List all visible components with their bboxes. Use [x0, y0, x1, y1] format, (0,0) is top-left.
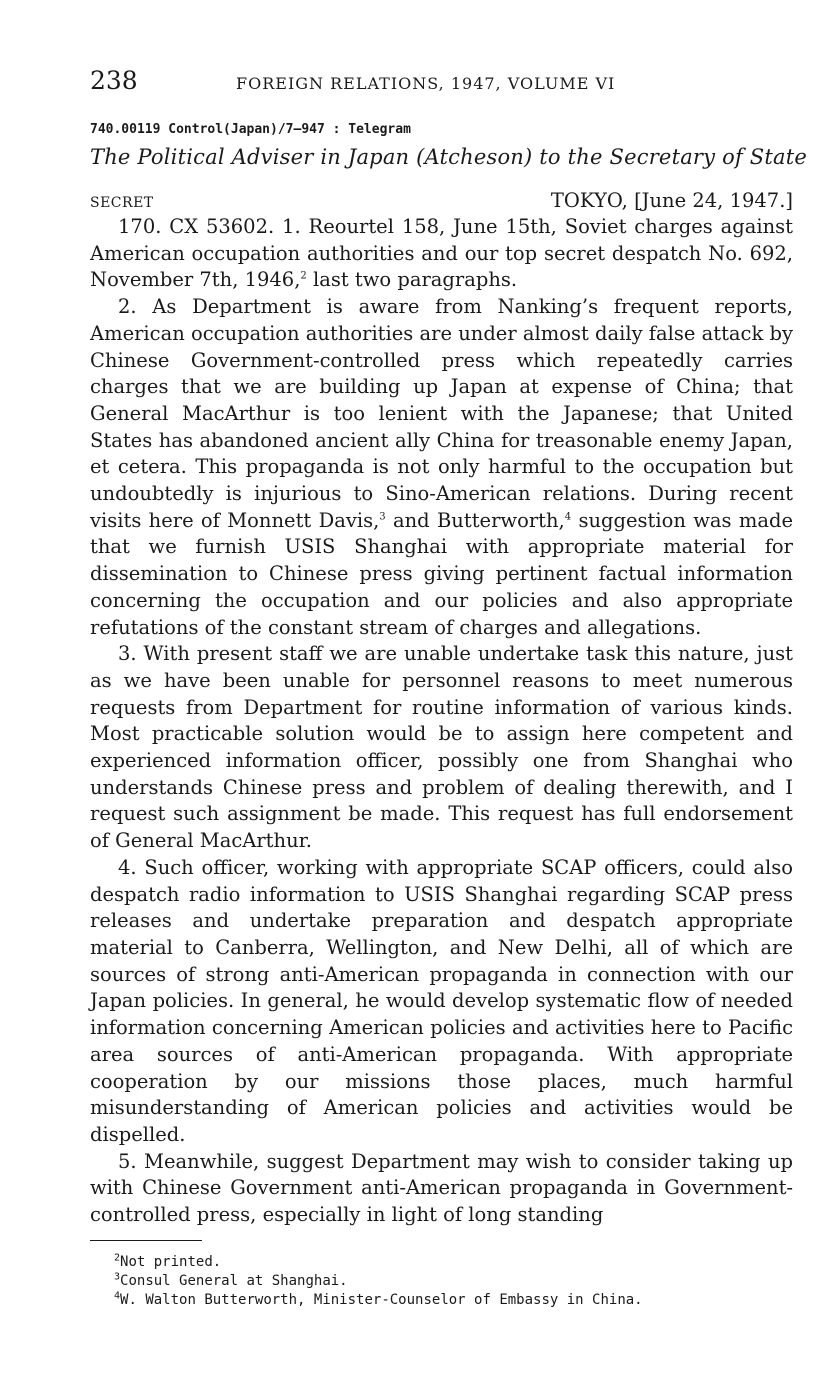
classification-label: SECRET — [90, 195, 154, 211]
footnote-mark: 4 — [114, 1290, 121, 1302]
paragraph-1 — [90, 214, 793, 294]
paragraph-text: 5. Meanwhile, suggest Department may wish to consider taking up with Chinese Government anti-American propaganda in Government-controlled press, especially in light of long standing — [90, 1149, 793, 1227]
paragraph-text: last two paragraphs. — [306, 268, 518, 292]
footnote — [90, 1253, 793, 1272]
footnote-text: Not printed. — [120, 1253, 222, 1270]
footnote-text: Consul General at Shanghai. — [120, 1272, 348, 1289]
footnote-reference: 3 — [379, 511, 386, 523]
dateline — [90, 189, 793, 212]
paragraph-2 — [90, 294, 793, 641]
page-header — [90, 66, 793, 106]
footnote-mark: 2 — [114, 1252, 121, 1264]
paragraph-5 — [90, 1149, 793, 1229]
paragraph-text: 4. Such officer, working with appropriate SCAP officers, could also despatch radio information to USIS Shanghai regarding SCAP press releases and undertake preparation and despatch appropriate material to Canberra, Wellington, and New Delhi, all of which are sources of strong anti-American propaganda in connection with our Japan policies. In general, he would develop systematic flow of needed information concerning American policies and activities here to Pacific area sources of anti-American propaganda. With appropriate cooperation by our missions those places, much harmful misunderstanding of American policies and activities would be dispelled. — [90, 855, 793, 1146]
footnote-reference: 2 — [300, 270, 307, 282]
paragraph-4 — [90, 855, 793, 1149]
footnote-mark: 3 — [114, 1271, 121, 1283]
document-title: The Political Adviser in Japan (Atcheson) to the Secretary of State — [90, 145, 808, 169]
footnote-divider — [90, 1240, 202, 1241]
page-number: 238 — [90, 66, 138, 95]
paragraph-text: suggestion was made that we furnish USIS Shanghai with appropriate material for dissemination to Chinese press giving pertinent factual information concerning the occupation and our policies and also appropriate refutations of the constant stream of charges and allegations. — [90, 508, 793, 639]
paragraph-text: and Butterworth, — [385, 508, 565, 532]
paragraph-text: 2. As Department is aware from Nanking’s frequent reports, American occupation authorities are under almost daily false attack by Chinese Government-controlled press which repeatedly carries charges that we are building up Japan at expense of China; that General MacArthur is too lenient with the Japanese; that United States has abandoned ancient ally China for treasonable enemy Japan, et cetera. This propaganda is not only harmful to the occupation but undoubtedly is injurious to Sino-American relations. During recent visits here of Monnett Davis, — [90, 295, 793, 532]
running-title: FOREIGN RELATIONS, 1947, VOLUME VI — [236, 74, 616, 93]
paragraph-text: 170. CX 53602. 1. Reourtel 158, June 15th, Soviet charges against American occupation authorities and our top secret despatch No. 692, November 7th, 1946, — [90, 215, 793, 292]
file-reference: 740.00119 Control(Japan)/7–947 : Telegram — [90, 122, 411, 137]
document-page — [90, 66, 808, 1310]
paragraph-text: 3. With present staff we are unable undertake task this nature, just as we have been unable for personnel reasons to meet numerous requests from Department for routine information of various kinds. Most practicable solution would be to assign here competent and experienced information officer, possibly one from Shanghai who understands Chinese press and problem of dealing therewith, and I request such assignment be made. This request has full endorsement of General MacArthur. — [90, 642, 793, 853]
footnote — [90, 1291, 793, 1310]
footnote-text: W. Walton Butterworth, Minister-Counselor of Embassy in China. — [120, 1291, 643, 1308]
telegram-body — [90, 214, 793, 1229]
place-date: TOKYO, [June 24, 1947.] — [550, 189, 793, 212]
footnotes — [90, 1253, 793, 1310]
paragraph-3 — [90, 641, 793, 855]
footnote-reference: 4 — [564, 511, 572, 523]
footnote — [90, 1272, 793, 1291]
